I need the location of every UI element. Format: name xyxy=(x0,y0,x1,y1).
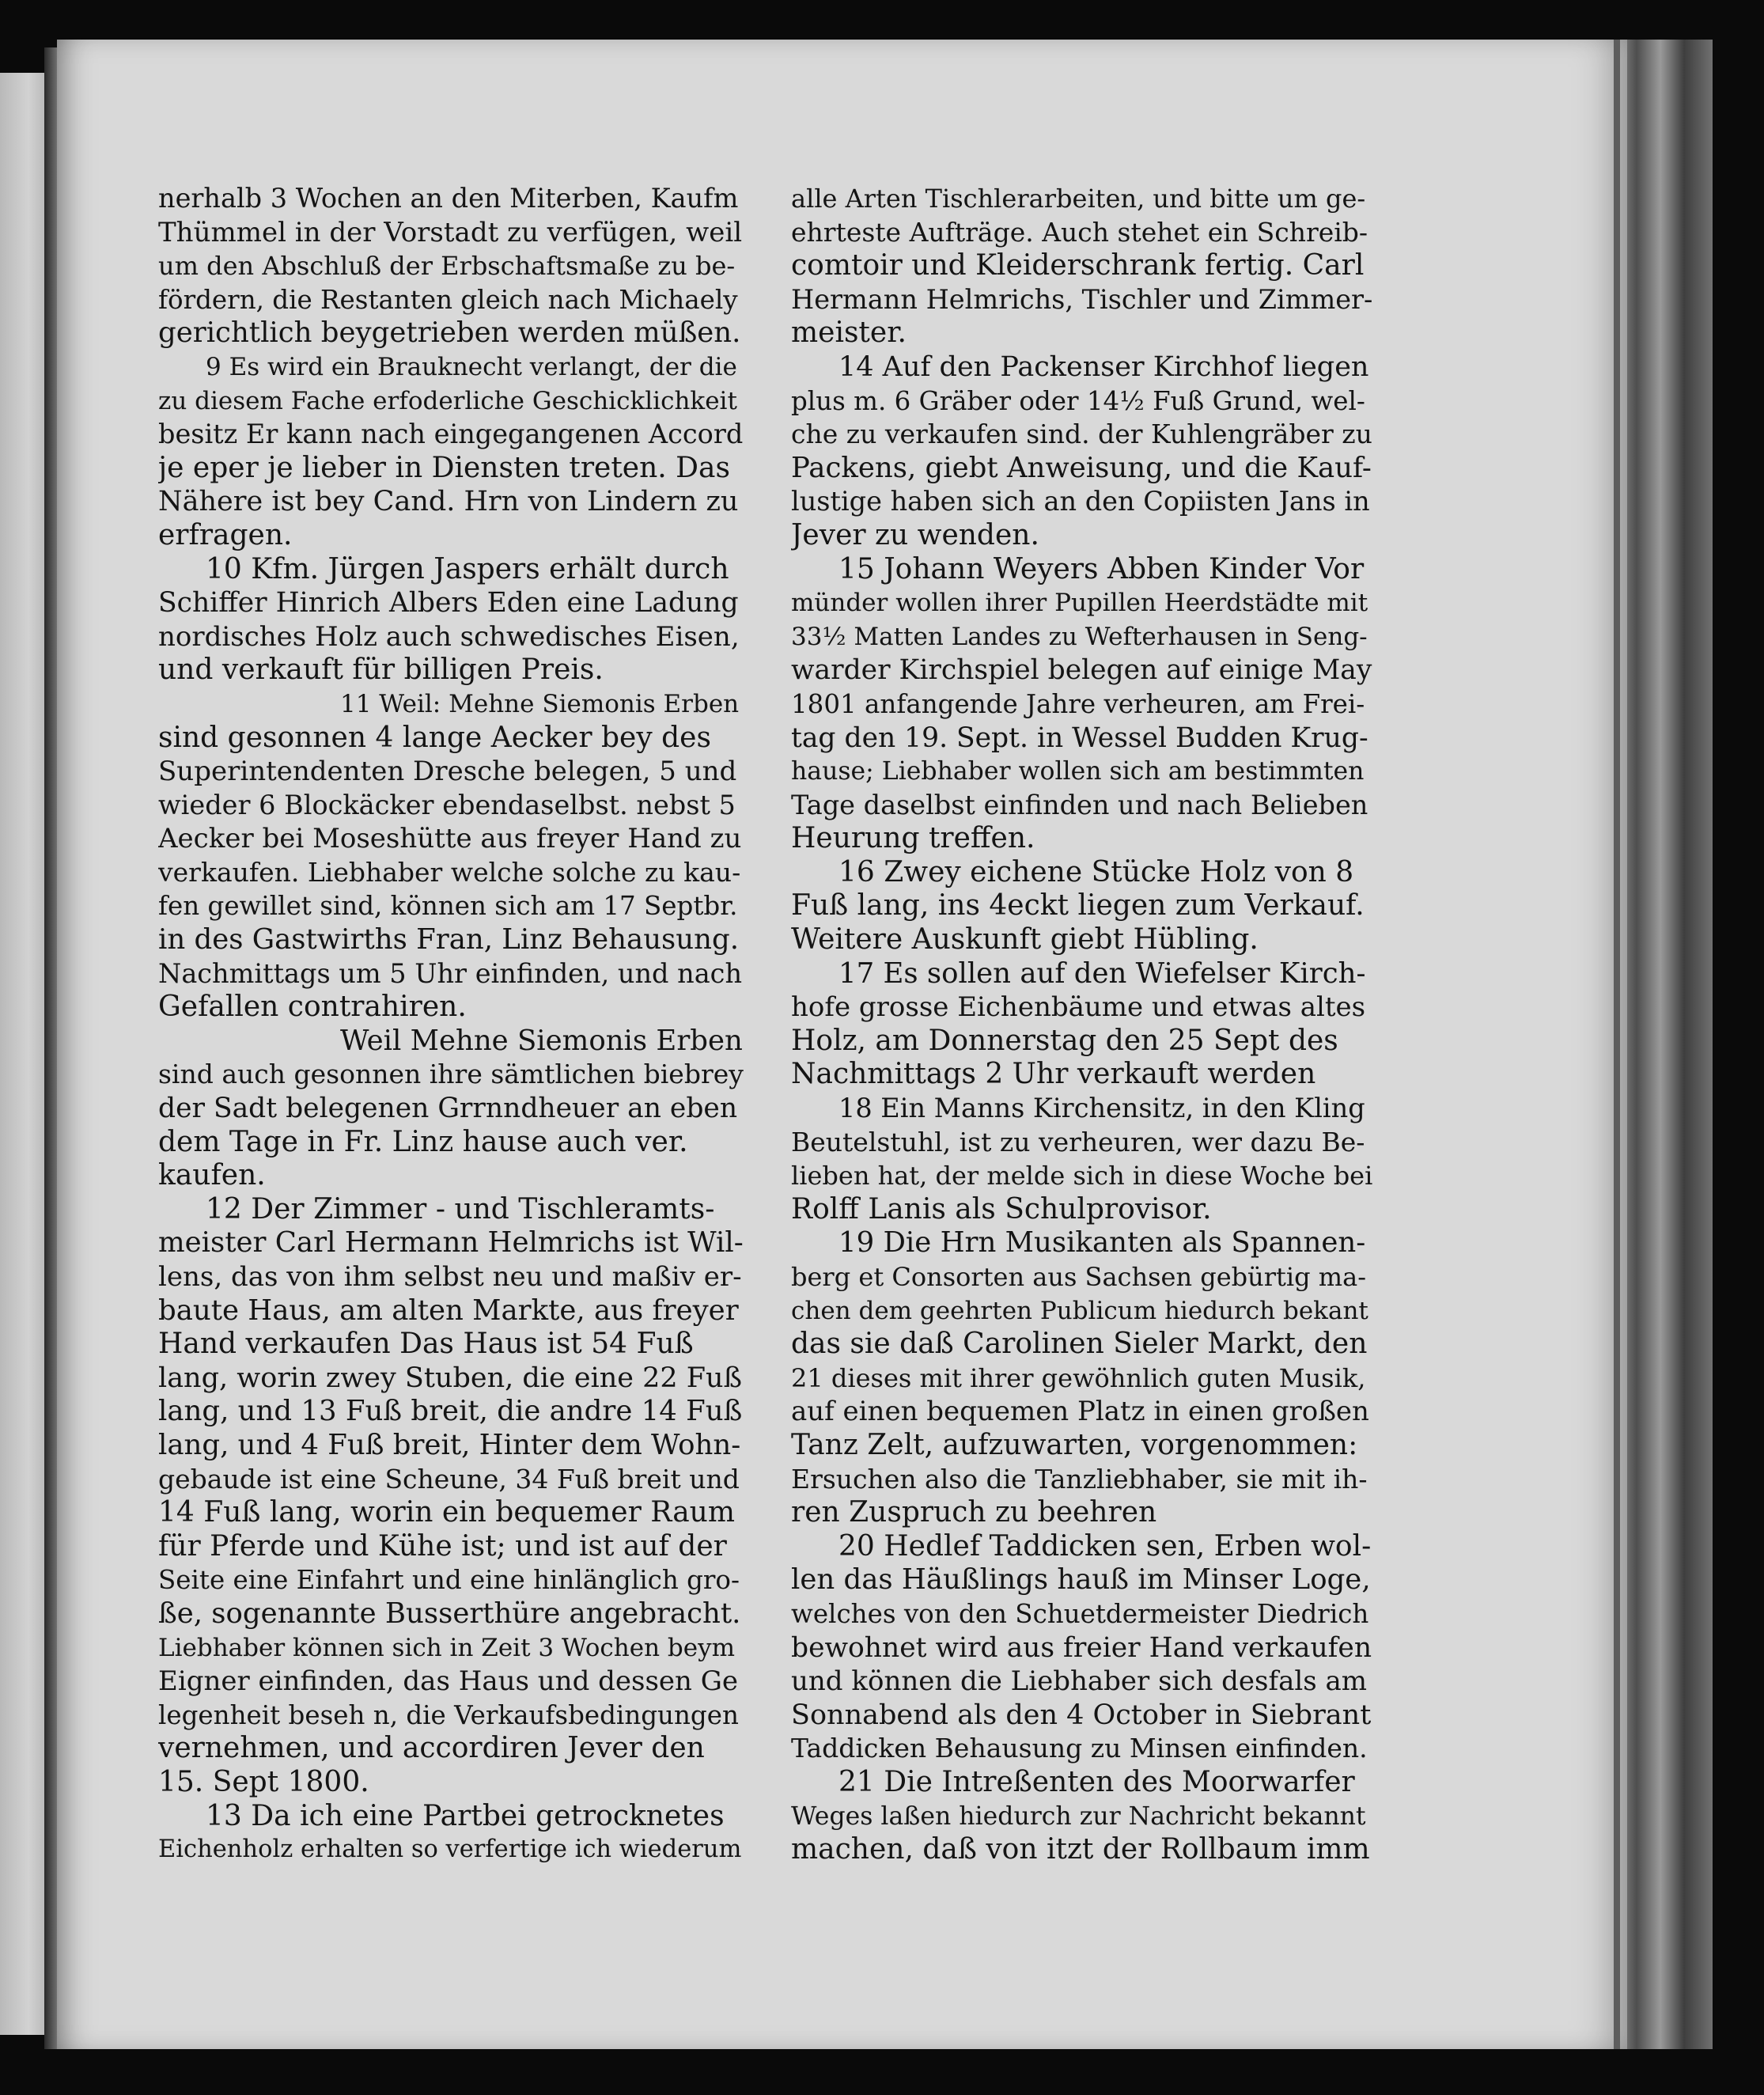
text-line: Thümmel in der Vorstadt zu verfügen, weil xyxy=(158,216,743,248)
text-line: Eigner einfinden, das Haus und dessen Ge xyxy=(158,1665,739,1698)
text-line: dem Tage in Fr. Linz hause auch ver. xyxy=(158,1125,688,1158)
text-line: gerichtlich beygetrieben werden müßen. xyxy=(158,316,741,350)
text-line: Fuß lang, ins 4eckt liegen zum Verkauf. xyxy=(791,889,1365,922)
text-line: nordisches Holz auch schwedisches Eisen, xyxy=(158,620,740,653)
text-line: für Pferde und Kühe ist; und ist auf der xyxy=(158,1529,727,1563)
text-line: len das Häußlings hauß im Minser Loge, xyxy=(791,1563,1371,1597)
text-line: 21 dieses mit ihrer gewöhnlich guten Musik, xyxy=(791,1362,1366,1393)
text-line: Hand verkaufen Das Haus ist 54 Fuß xyxy=(158,1328,694,1361)
text-line: münder wollen ihrer Pupillen Heerdstädte mit xyxy=(791,589,1368,618)
text-line: meister Carl Hermann Helmrichs ist Wil- xyxy=(158,1226,744,1260)
text-line: 21 Die Intreßenten des Moorwarfer xyxy=(838,1765,1355,1798)
text-line: 9 Es wird ein Brauknecht verlangt, der die xyxy=(206,352,737,381)
text-line: ren Zuspruch zu beehren xyxy=(791,1496,1157,1529)
text-line: fen gewillet sind, können sich am 17 Septbr. xyxy=(158,891,738,922)
text-line: Ersuchen also die Tanzliebhaber, sie mit ih- xyxy=(791,1463,1368,1495)
text-line: che zu verkaufen sind. der Kuhlengräber zu xyxy=(791,419,1372,450)
right-page-edges xyxy=(1618,40,1713,2049)
text-line: 20 Hedlef Taddicken sen, Erben wol- xyxy=(838,1529,1372,1563)
text-line: Nachmittags um 5 Uhr einfinden, und nach xyxy=(158,957,743,989)
text-line: hofe grosse Eichenbäume und etwas altes xyxy=(791,991,1366,1024)
text-line: 13 Da ich eine Partbei getrocknetes xyxy=(206,1799,725,1832)
text-line: 1801 anfangende Jahre verheuren, am Frei- xyxy=(791,688,1365,719)
text-line: Beutelstuhl, ist zu verheuren, wer dazu Be- xyxy=(791,1126,1365,1157)
text-line: vernehmen, und accordiren Jever den xyxy=(158,1732,705,1765)
text-line: 12 Der Zimmer - und Tischleramts- xyxy=(206,1192,715,1226)
text-line: gebaude ist eine Scheune, 34 Fuß breit und xyxy=(158,1463,740,1495)
text-line: Nachmittags 2 Uhr verkauft werden xyxy=(791,1058,1316,1091)
text-line: Sonnabend als den 4 October in Siebrant xyxy=(791,1699,1372,1731)
text-line: 18 Ein Manns Kirchensitz, in den Kling xyxy=(838,1093,1365,1124)
text-line: Weges laßen hiedurch zur Nachricht bekannt xyxy=(791,1801,1366,1831)
text-line: Packens, giebt Anweisung, und die Kauf- xyxy=(791,451,1372,484)
text-line: Rolff Lanis als Schulprovisor. xyxy=(791,1192,1212,1226)
text-line: 10 Kfm. Jürgen Jaspers erhält durch xyxy=(206,552,729,585)
text-line: besitz Er kann nach eingegangenen Accord xyxy=(158,419,744,450)
text-line: zu diesem Fache erfoderliche Geschicklichkeit xyxy=(158,386,737,415)
text-line: Superintendenten Dresche belegen, 5 und xyxy=(158,756,737,788)
text-line: welches von den Schuetdermeister Diedrich xyxy=(791,1598,1369,1629)
text-line: Liebhaber können sich in Zeit 3 Wochen beym xyxy=(158,1633,735,1662)
text-line: chen dem geehrten Publicum hiedurch bekant xyxy=(791,1296,1368,1325)
text-line: fördern, die Restanten gleich nach Michaely xyxy=(158,284,738,315)
text-line: Weitere Auskunft giebt Hübling. xyxy=(791,923,1259,957)
text-line: je eper je lieber in Diensten treten. Das xyxy=(158,451,730,484)
text-line: tag den 19. Sept. in Wessel Budden Krug- xyxy=(791,722,1368,754)
text-line: der Sadt belegenen Grrnndheuer an eben xyxy=(158,1093,738,1125)
page-fold xyxy=(1614,40,1620,2049)
text-line: lang, und 13 Fuß breit, die andre 14 Fuß xyxy=(158,1395,743,1428)
text-line: 33½ Matten Landes zu Wefterhausen in Seng- xyxy=(791,622,1368,651)
text-line: Tage daselbst einfinden und nach Belieben xyxy=(791,789,1368,820)
text-line: legenheit beseh n, die Verkaufsbedingungen xyxy=(158,1699,739,1730)
text-line: hause; Liebhaber wollen sich am bestimmten xyxy=(791,757,1365,786)
text-line: Aecker bei Moseshütte aus freyer Hand zu xyxy=(158,823,742,855)
text-line: sind auch gesonnen ihre sämtlichen biebrey xyxy=(158,1059,744,1090)
text-line: alle Arten Tischlerarbeiten, und bitte um ge- xyxy=(791,184,1366,214)
text-line: machen, daß von itzt der Rollbaum imm xyxy=(791,1833,1370,1866)
text-line: meister. xyxy=(791,316,907,350)
text-line: lustige haben sich an den Copiisten Jans in xyxy=(791,486,1370,517)
text-line: Weil Mehne Siemonis Erben xyxy=(340,1024,743,1057)
text-line: ße, sogenannte Busserthüre angebracht. xyxy=(158,1597,741,1630)
text-line: lang, worin zwey Stuben, die eine 22 Fuß xyxy=(158,1362,742,1394)
text-line: baute Haus, am alten Markte, aus freyer xyxy=(158,1294,739,1327)
text-line: warder Kirchspiel belegen auf einige May xyxy=(791,654,1372,687)
text-line: Taddicken Behausung zu Minsen einfinden. xyxy=(791,1733,1368,1764)
text-line: auf einen bequemen Platz in einen großen xyxy=(791,1396,1369,1428)
text-line: in des Gastwirths Fran, Linz Behausung. xyxy=(158,923,740,957)
text-line: berg et Consorten aus Sachsen gebürtig ma- xyxy=(791,1262,1367,1292)
text-line: Heurung treffen. xyxy=(791,822,1035,855)
text-line: Holz, am Donnerstag den 25 Sept des xyxy=(791,1024,1338,1057)
text-line: 11 Weil: Mehne Siemonis Erben xyxy=(340,689,740,718)
text-line: 19 Die Hrn Musikanten als Spannen- xyxy=(838,1226,1366,1260)
text-line: lens, das von ihm selbst neu und maßiv er- xyxy=(158,1261,742,1293)
text-line: comtoir und Kleiderschrank fertig. Carl xyxy=(791,249,1365,282)
text-line: Seite eine Einfahrt und eine hinlänglich gro- xyxy=(158,1565,740,1596)
text-line: nerhalb 3 Wochen an den Miterben, Kaufm xyxy=(158,183,739,214)
text-line: 16 Zwey eichene Stücke Holz von 8 xyxy=(838,855,1354,888)
text-line: verkaufen. Liebhaber welche solche zu kau- xyxy=(158,856,741,888)
text-line: um den Abschluß der Erbschaftsmaße zu be- xyxy=(158,251,736,282)
text-line: und können die Liebhaber sich desfals am xyxy=(791,1665,1367,1698)
text-line: Gefallen contrahiren. xyxy=(158,991,467,1024)
text-line: lieben hat, der melde sich in diese Woche bei xyxy=(791,1161,1372,1191)
text-line: 15. Sept 1800. xyxy=(158,1765,369,1798)
text-line: das sie daß Carolinen Sieler Markt, den xyxy=(791,1328,1368,1361)
text-line: plus m. 6 Gräber oder 14½ Fuß Grund, wel- xyxy=(791,385,1365,416)
text-line: lang, und 4 Fuß breit, Hinter dem Wohn- xyxy=(158,1428,741,1461)
text-line: Hermann Helmrichs, Tischler und Zimmer- xyxy=(791,283,1372,315)
text-line: 15 Johann Weyers Abben Kinder Vor xyxy=(838,552,1365,585)
text-line: Schiffer Hinrich Albers Eden eine Ladung xyxy=(158,587,739,619)
left-text-column xyxy=(158,182,744,1867)
right-text-column xyxy=(791,182,1372,1867)
text-line: sind gesonnen 4 lange Aecker bey des xyxy=(158,721,711,754)
text-line: wieder 6 Blockäcker ebendaselbst. nebst 5 xyxy=(158,789,736,820)
text-line: ehrteste Aufträge. Auch stehet ein Schreib- xyxy=(791,216,1368,248)
text-line: Eichenholz erhalten so verfertige ich wiederum xyxy=(158,1835,742,1864)
text-line: 14 Fuß lang, worin ein bequemer Raum xyxy=(158,1496,735,1529)
text-line: erfragen. xyxy=(158,518,293,551)
text-line: Jever zu wenden. xyxy=(791,518,1039,551)
text-line: und verkauft für billigen Preis. xyxy=(158,654,604,687)
text-line: 17 Es sollen auf den Wiefelser Kirch- xyxy=(838,957,1366,990)
text-line: Nähere ist bey Cand. Hrn von Lindern zu xyxy=(158,486,739,518)
text-line: kaufen. xyxy=(158,1159,266,1192)
text-line: Tanz Zelt, aufzuwarten, vorgenommen: xyxy=(791,1428,1358,1461)
text-line: 14 Auf den Packenser Kirchhof liegen xyxy=(838,350,1369,383)
text-line: bewohnet wird aus freier Hand verkaufen xyxy=(791,1631,1372,1664)
